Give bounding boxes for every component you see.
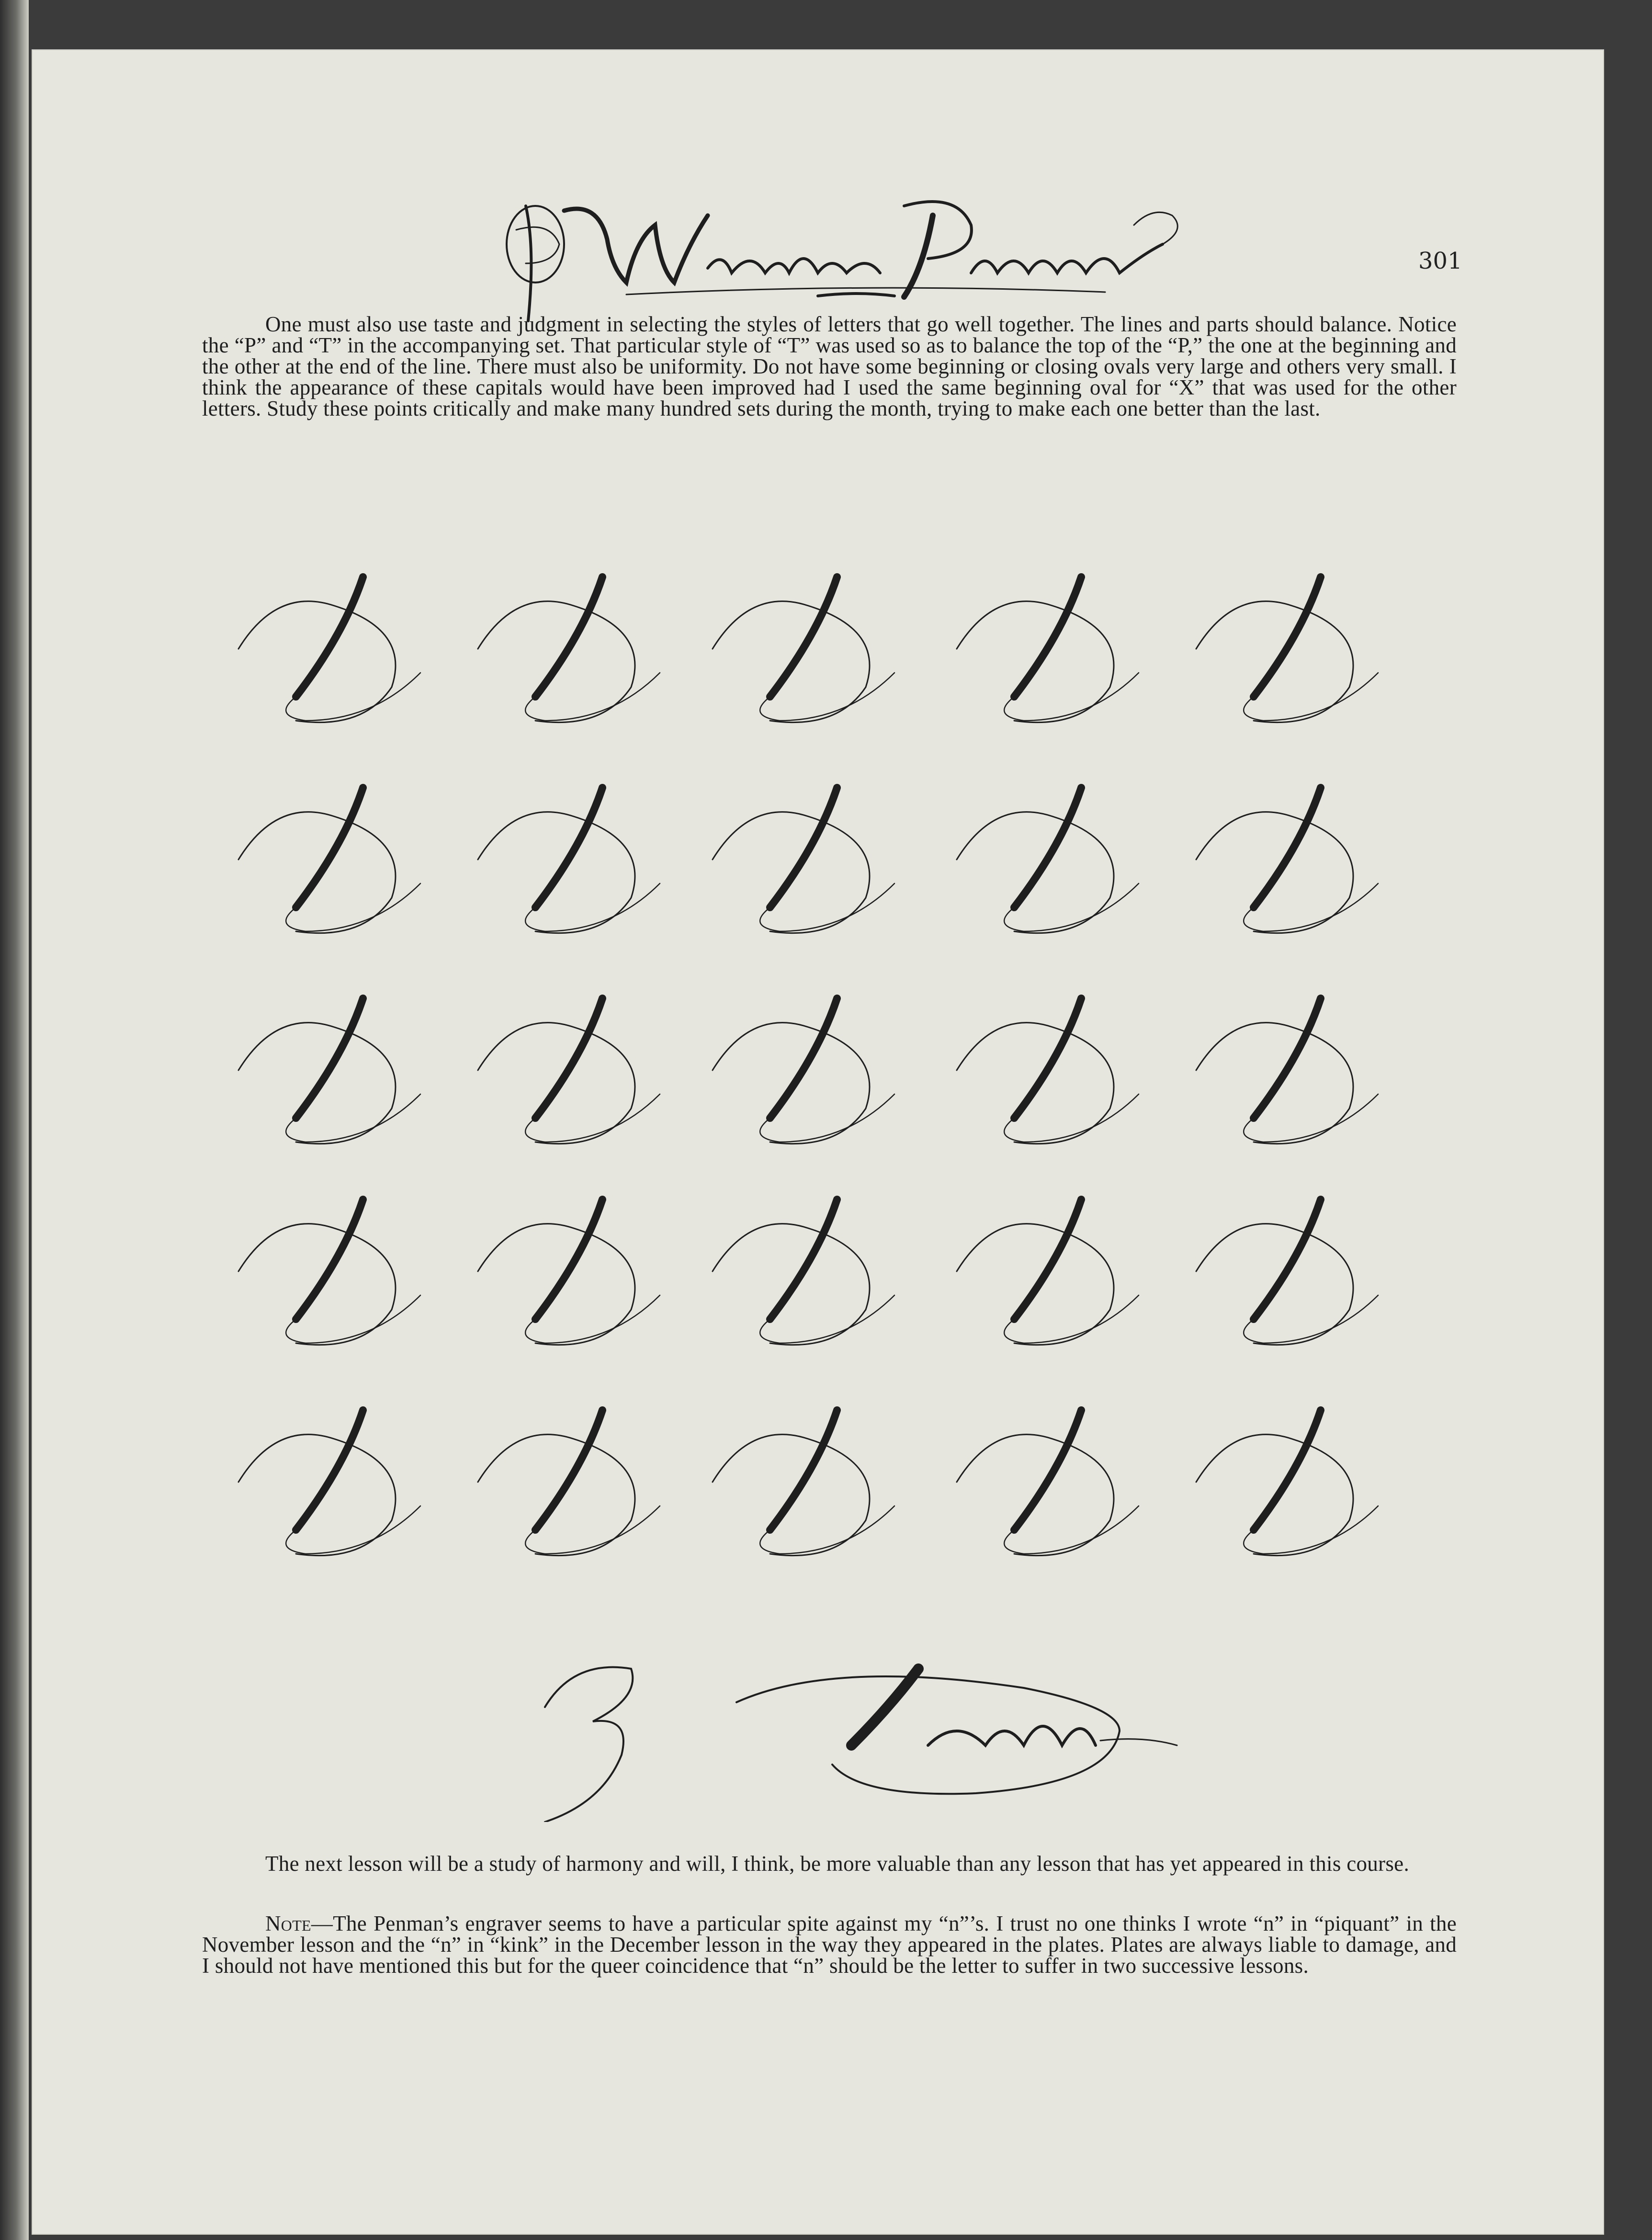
book-gutter [0, 0, 29, 2240]
capital-letter-d [957, 577, 1139, 723]
capital-letter-x [957, 1410, 1139, 1556]
capital-letter-b [478, 577, 660, 723]
capital-letter-n [957, 998, 1139, 1144]
capital-letter-a [238, 577, 420, 723]
capital-letter-p [238, 1199, 420, 1345]
note-label: Note [265, 1912, 311, 1935]
intro-paragraph: One must also use taste and judgment in selecting the styles of letters that go well together. The lines and parts should balance. Notice the “P” and “T” in the accompanying set. That particular style of “T” was used so as to balance the top of the “P,” the one at the beginning and the other at the end of the line. There must also be uniformity. Do not have some beginning or closing ovals very large and others very small. I think the appearance of these capitals would have been improved had I used the same beginning oval for “X” that was used for the other letters. Study these points critically and make many hundred sets during the month, trying to make each one better than the last. [202, 312, 1457, 420]
capital-letter-q [478, 1199, 660, 1345]
page-number: 301 [1418, 248, 1462, 274]
capital-letter-g [478, 788, 660, 933]
signature-flourish [545, 1667, 1177, 1822]
masthead-logo [483, 172, 1201, 330]
capital-letter-o [1196, 998, 1378, 1144]
capital-letter-u [238, 1410, 420, 1556]
closing-paragraph: The next lesson will be a study of harmony and will, I think, be more valuable than any lesson that has yet appeared in this course. [265, 1852, 1410, 1876]
capital-letter-s [957, 1199, 1139, 1345]
capital-letter-r [713, 1199, 894, 1345]
capital-letter-k [238, 998, 420, 1144]
capital-letter-e [1196, 577, 1378, 723]
capital-letter-w [713, 1410, 894, 1556]
capital-letter-i [957, 788, 1139, 933]
capital-letter-t [1196, 1199, 1378, 1345]
capital-letter-l [478, 998, 660, 1144]
capital-letter-m [713, 998, 894, 1144]
capital-letter-v [478, 1410, 660, 1556]
capital-letter-c [713, 577, 894, 723]
note-text: —The Penman’s engraver seems to have a particular spite against my “n”’s. I trust no one thinks I wrote “n” in “piquant” in the November lesson and the “n” in “kink” in the December lesson in the way they appeared in the plates. Plates are always liable to damage, and I should not have mentioned this but for the queer coincidence that “n” should be the letter to suffer in two successive lessons. [202, 1912, 1457, 1978]
capital-letter-f [238, 788, 420, 933]
capital-letter-j [1196, 788, 1378, 933]
capital-letter-y [1196, 1410, 1378, 1556]
capitals-plate [210, 520, 1503, 1822]
note-paragraph [202, 1913, 1457, 1976]
magazine-page [33, 50, 1603, 2234]
capital-letter-h [713, 788, 894, 933]
